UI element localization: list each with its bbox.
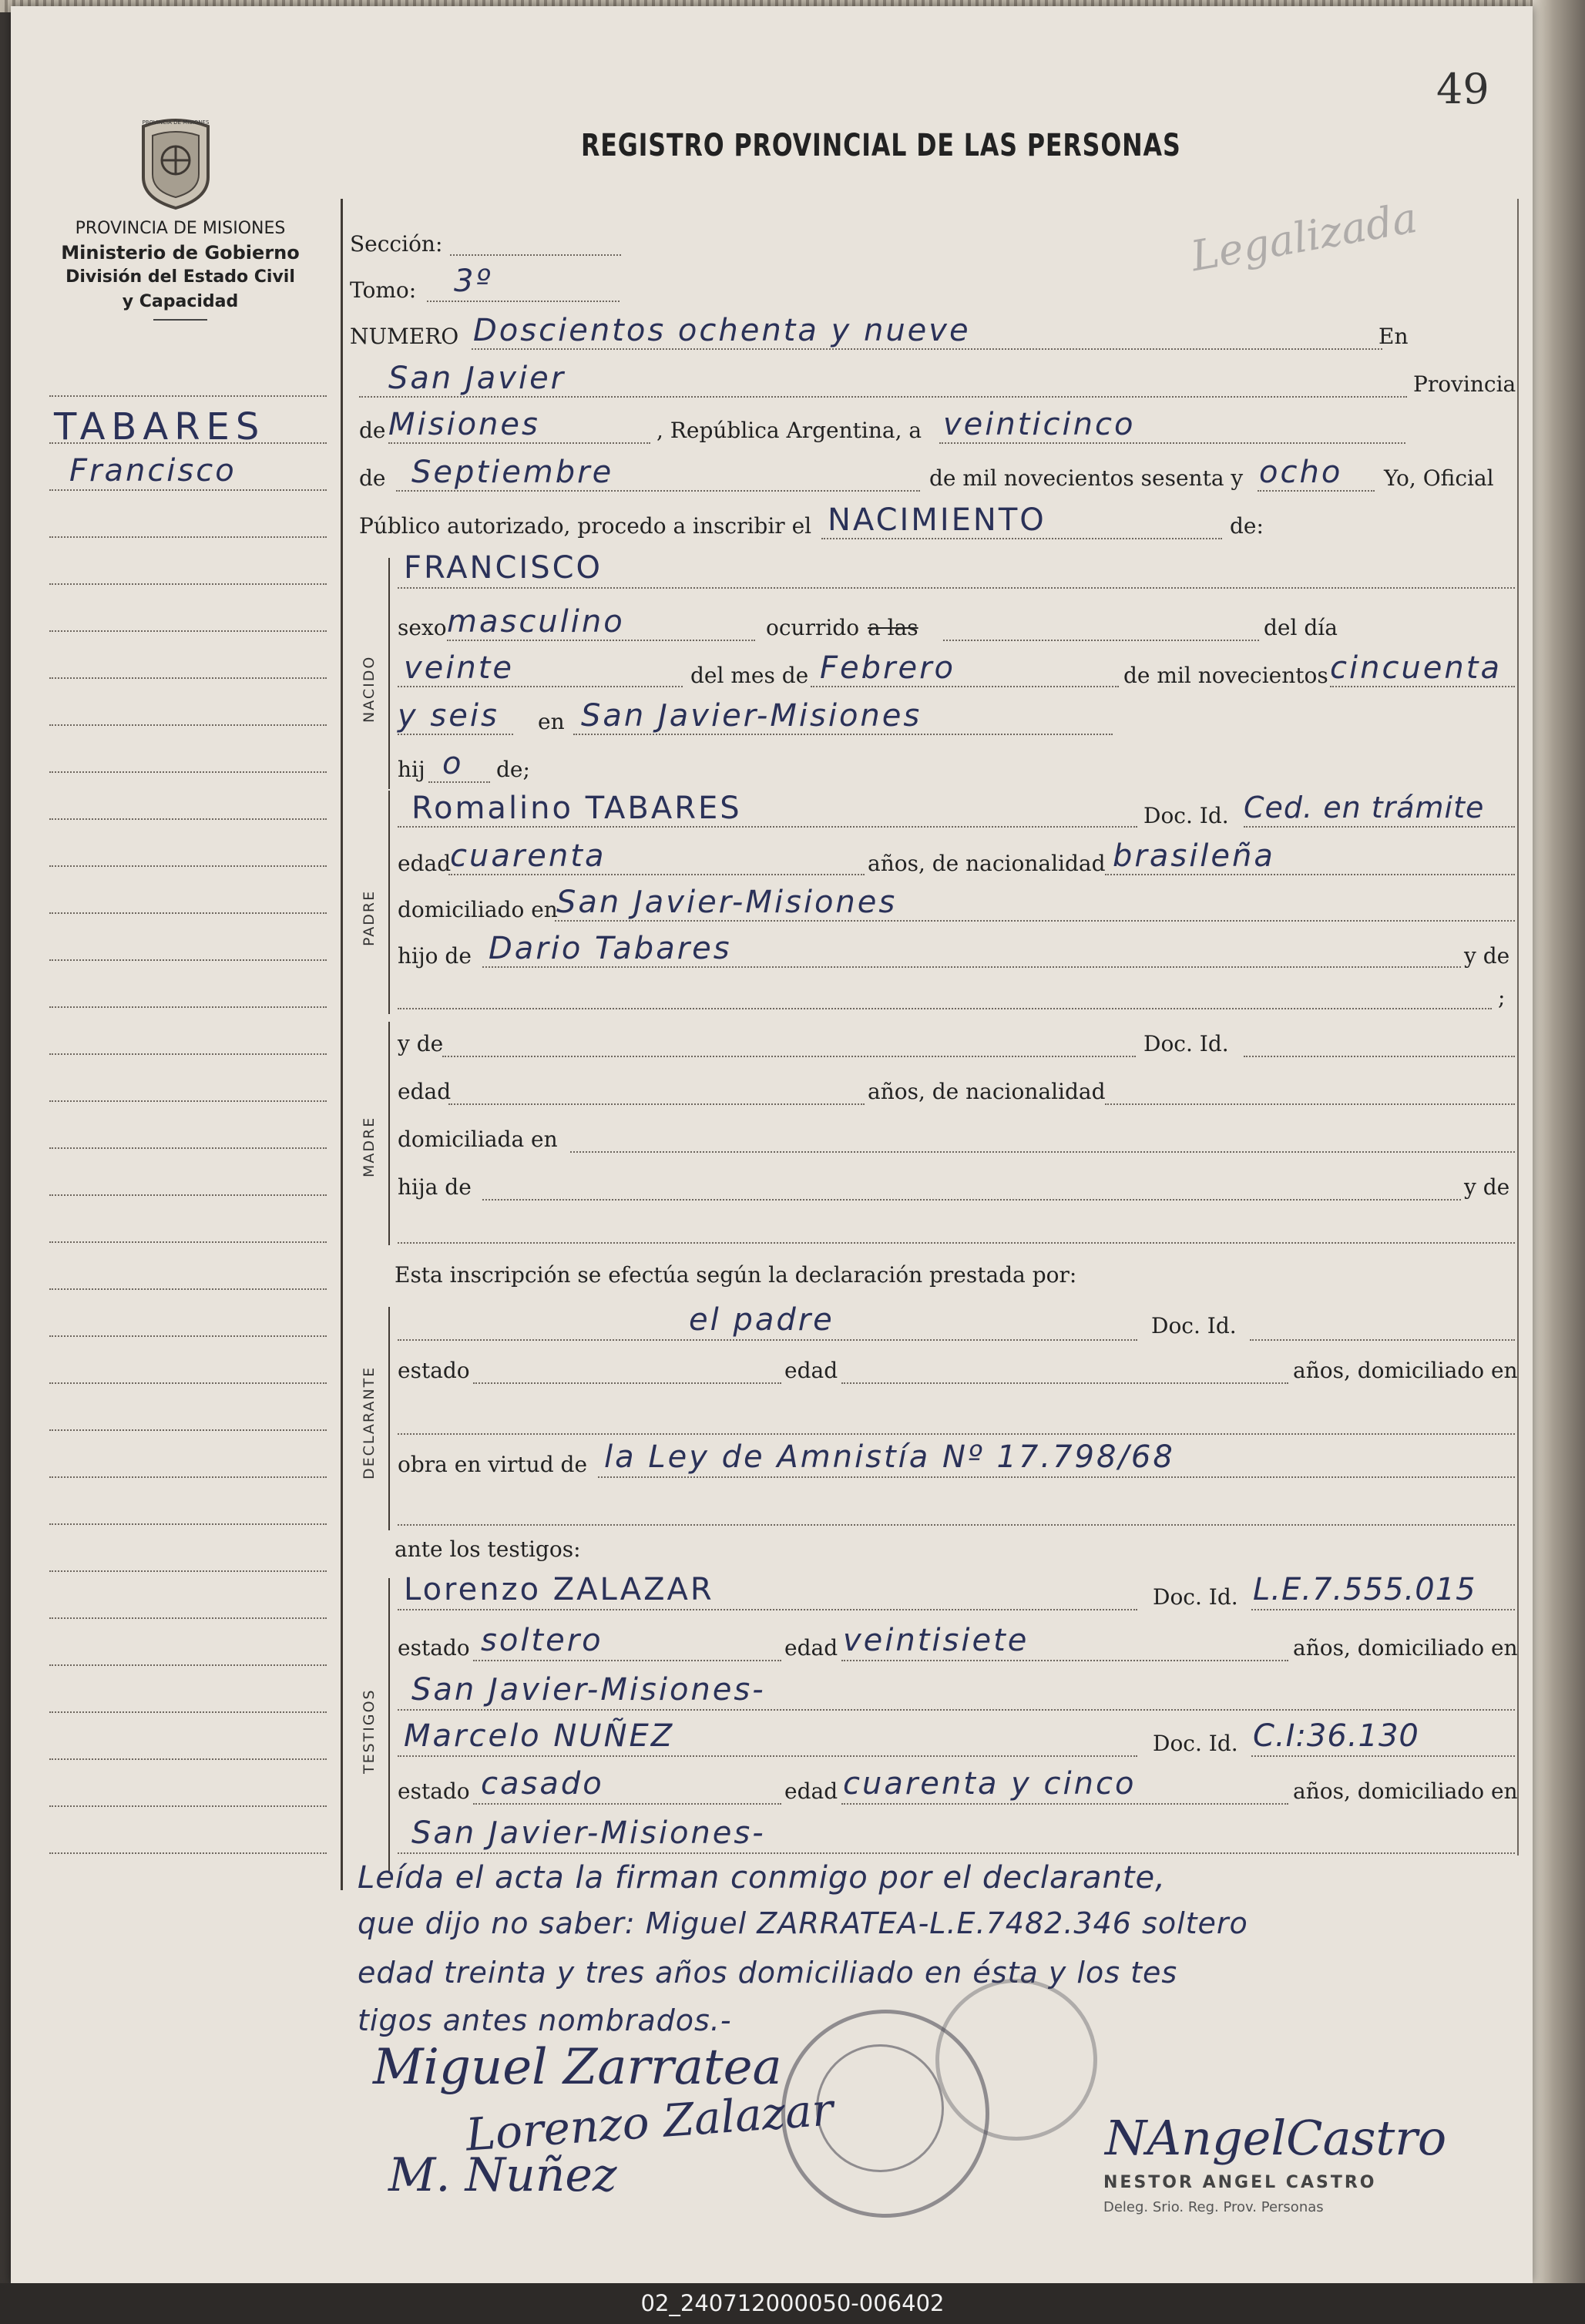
padre-hijo-value: Dario Tabares (489, 931, 732, 966)
w1-name: Lorenzo ZALAZAR (404, 1572, 714, 1607)
closing-line-2: que dijo no saber: Miguel ZARRATEA-L.E.7482.346 soltero (358, 1906, 1248, 1940)
register-page (11, 6, 1533, 2283)
w2-doc-value: C.I:36.130 (1253, 1718, 1419, 1754)
nacido-month-value: Febrero (820, 650, 955, 686)
mil-label: de mil novecientos sesenta y (929, 465, 1244, 491)
margin-rule-line (49, 677, 327, 679)
hij-label: hij (398, 757, 425, 782)
margin-rule-line (49, 1194, 327, 1196)
margin-rule-line (49, 1053, 327, 1055)
year-value: ocho (1259, 455, 1343, 490)
margin-rule-line (49, 1711, 327, 1713)
nacido-year-value-2: y seis (398, 698, 499, 734)
margin-rule-line (49, 1288, 327, 1290)
nacido-section-label: NACIDO (361, 655, 378, 723)
declarante-doc-label: Doc. Id. (1151, 1313, 1237, 1338)
nacido-year-value-1: cincuenta (1330, 650, 1502, 686)
w2-domicilio-label: años, domiciliado en (1293, 1778, 1518, 1804)
de3-label: de: (1230, 513, 1264, 539)
w1-domicilio-label: años, domiciliado en (1293, 1635, 1518, 1661)
w1-domicilio-value: San Javier-Misiones- (411, 1672, 766, 1708)
numero-label: NUMERO (350, 324, 459, 349)
margin-rule (341, 199, 343, 1890)
issuer-division: División del Estado Civil (65, 267, 295, 287)
declarante-edad-label: edad (784, 1358, 838, 1383)
madre-section-label: MADRE (361, 1116, 378, 1177)
official-name-stamp: NESTOR ANGEL CASTRO (1103, 2173, 1377, 2192)
nacido-name: FRANCISCO (404, 550, 603, 586)
del-dia-label: del día (1264, 615, 1338, 640)
madre-edad-label: edad (398, 1079, 452, 1104)
declarante-name: el padre (689, 1302, 834, 1338)
padre-doc-label: Doc. Id. (1143, 803, 1229, 828)
margin-rule-line (49, 536, 327, 538)
signature-witness-2: M. Nuñez (388, 2148, 617, 2202)
seccion-label: Sección: (350, 231, 443, 257)
margin-rule-line (49, 395, 327, 397)
margin-surname: TABARES (54, 405, 266, 448)
margin-rule-line (49, 1241, 327, 1243)
padre-nacionalidad-label: años, de nacionalidad (868, 851, 1106, 876)
margin-rule-line (49, 1147, 327, 1149)
margin-given-name: Francisco (69, 453, 237, 489)
margin-rule-line (49, 1617, 327, 1619)
padre-doc-value: Ced. en trámite (1244, 791, 1485, 824)
image-id-footer: 02_240712000050-006402 (0, 2283, 1585, 2324)
margin-rule-line (49, 818, 327, 820)
margin-rule-line (49, 1570, 327, 1572)
margin-rule-line (49, 1852, 327, 1854)
margin-rule-line (49, 959, 327, 961)
issuer-division-2: y Capacidad (122, 292, 239, 311)
signature-witness-1: Lorenzo Zalazar (464, 2083, 835, 2161)
w2-doc-label: Doc. Id. (1153, 1731, 1238, 1756)
w1-edad-value: veintisiete (843, 1623, 1029, 1658)
province-value: Misiones (388, 407, 540, 442)
provincia-label: Provincia (1413, 371, 1516, 397)
madre-y-de-2: y de (1464, 1174, 1510, 1200)
margin-rule-line (49, 1664, 327, 1666)
w2-name: Marcelo NUÑEZ (404, 1718, 675, 1754)
madre-doc-label: Doc. Id. (1143, 1031, 1229, 1056)
closing-line-4: tigos antes nombrados.- (358, 2003, 732, 2037)
provincial-seal (136, 113, 216, 211)
w2-estado-label: estado (398, 1778, 470, 1804)
official-title-stamp: Deleg. Srio. Reg. Prov. Personas (1103, 2199, 1324, 2215)
issuer-ministry: Ministerio de Gobierno (61, 242, 300, 264)
padre-hijo-label: hijo de (398, 943, 472, 969)
w2-edad-label: edad (784, 1778, 838, 1804)
w2-estado-value: casado (481, 1766, 604, 1802)
obra-value: la Ley de Amnistía Nº 17.798/68 (604, 1439, 1175, 1475)
w1-estado-label: estado (398, 1635, 470, 1661)
month-value: Septiembre (411, 455, 614, 490)
issuer-block (26, 217, 334, 321)
legalizada-stamp: Legalizada (1187, 193, 1421, 281)
publico-label: Público autorizado, procedo a inscribir el (359, 513, 812, 539)
issuer-province: PROVINCIA DE MISIONES (75, 219, 286, 238)
en-label: En (1378, 324, 1409, 349)
w1-doc-label: Doc. Id. (1153, 1584, 1238, 1610)
w2-edad-value: cuarenta y cinco (843, 1766, 1137, 1802)
margin-rule-line (49, 1523, 327, 1525)
de-label: de (359, 418, 386, 443)
page-stack-edge (1533, 0, 1585, 2324)
margin-rule-line (49, 1805, 327, 1807)
margin-rule-line (49, 489, 327, 491)
margin-rule-line (49, 912, 327, 914)
padre-semicolon: ; (1498, 985, 1506, 1010)
seal-text: PROVINCIA DE MISIONES (142, 119, 210, 126)
margin-rule-line (49, 1429, 327, 1431)
padre-domicilio-label: domiciliado en (398, 897, 558, 922)
nacido-place-value: San Javier-Misiones (581, 698, 922, 734)
obra-label: obra en virtud de (398, 1452, 588, 1477)
margin-rule-line (49, 1100, 327, 1102)
margin-rule-line (49, 724, 327, 726)
right-rule (1517, 199, 1519, 1856)
declarante-domicilio-label: años, domiciliado en (1293, 1358, 1518, 1383)
ocurrido-label: ocurrido (766, 615, 860, 640)
padre-nacionalidad-value: brasileña (1113, 838, 1275, 874)
padre-edad-value: cuarenta (450, 838, 606, 874)
margin-rule-line (49, 1758, 327, 1760)
tomo-value: 3º (454, 264, 493, 299)
declarante-estado-label: estado (398, 1358, 470, 1383)
margin-rule-line (49, 583, 327, 585)
tomo-label: Tomo: (350, 277, 417, 303)
w2-domicilio-value: San Javier-Misiones- (411, 1815, 766, 1851)
signature-declarante: Miguel Zarratea (373, 2039, 782, 2096)
closing-line-3: edad treinta y tres años domiciliado en ésta y los tes (358, 1956, 1178, 1990)
madre-y-de: y de (398, 1031, 444, 1056)
declaracion-intro: Esta inscripción se efectúa según la declaración prestada por: (395, 1262, 1077, 1288)
nacido-en-label: en (538, 709, 565, 734)
page-number: 49 (1436, 65, 1489, 113)
padre-domicilio-value: San Javier-Misiones (556, 885, 898, 920)
mes-label: del mes de (690, 663, 809, 688)
day-value: veinticinco (943, 407, 1136, 442)
testigos-section-label: TESTIGOS (361, 1688, 378, 1774)
hij-value: o (442, 746, 464, 781)
a-las-crossed: a las (868, 615, 918, 640)
signature-official: NAngelCastro (1105, 2110, 1447, 2166)
margin-rule-line (49, 1476, 327, 1478)
w1-doc-value: L.E.7.555.015 (1253, 1572, 1476, 1607)
testigos-intro: ante los testigos: (395, 1536, 581, 1562)
act-type-value: NACIMIENTO (828, 502, 1046, 538)
nacido-day-value: veinte (404, 650, 515, 686)
de2-label: de (359, 465, 386, 491)
declarante-section-label: DECLARANTE (361, 1365, 378, 1479)
margin-rule-line (49, 1006, 327, 1008)
madre-domicilio-label: domiciliada en (398, 1127, 558, 1152)
margin-rule-line (49, 771, 327, 773)
margin-rule-line (49, 1335, 327, 1337)
official-seal-2 (935, 1979, 1097, 2141)
sexo-label: sexo (398, 615, 447, 640)
padre-y-de: y de (1464, 943, 1510, 969)
madre-nacionalidad-label: años, de nacionalidad (868, 1079, 1106, 1104)
margin-rule-line (49, 865, 327, 867)
sexo-value: masculino (447, 604, 625, 640)
w1-estado-value: soltero (481, 1623, 603, 1658)
nacido-mil-label: de mil novecientos (1123, 663, 1328, 688)
yo-label: Yo, Oficial (1384, 465, 1494, 491)
hij-de: de; (496, 757, 530, 782)
document-title: REGISTRO PROVINCIAL DE LAS PERSONAS (581, 128, 1181, 163)
madre-hija-label: hija de (398, 1174, 472, 1200)
republica-label: , República Argentina, a (656, 418, 922, 443)
padre-edad-label: edad (398, 851, 452, 876)
locality-value: San Javier (388, 361, 566, 396)
w1-edad-label: edad (784, 1635, 838, 1661)
padre-section-label: PADRE (361, 889, 378, 946)
margin-rule-line (49, 630, 327, 632)
closing-line-1: Leída el acta la firman conmigo por el declarante, (358, 1860, 1166, 1896)
numero-value: Doscientos ochenta y nueve (473, 313, 971, 348)
padre-name: Romalino TABARES (411, 791, 742, 826)
margin-rule-line (49, 1382, 327, 1384)
